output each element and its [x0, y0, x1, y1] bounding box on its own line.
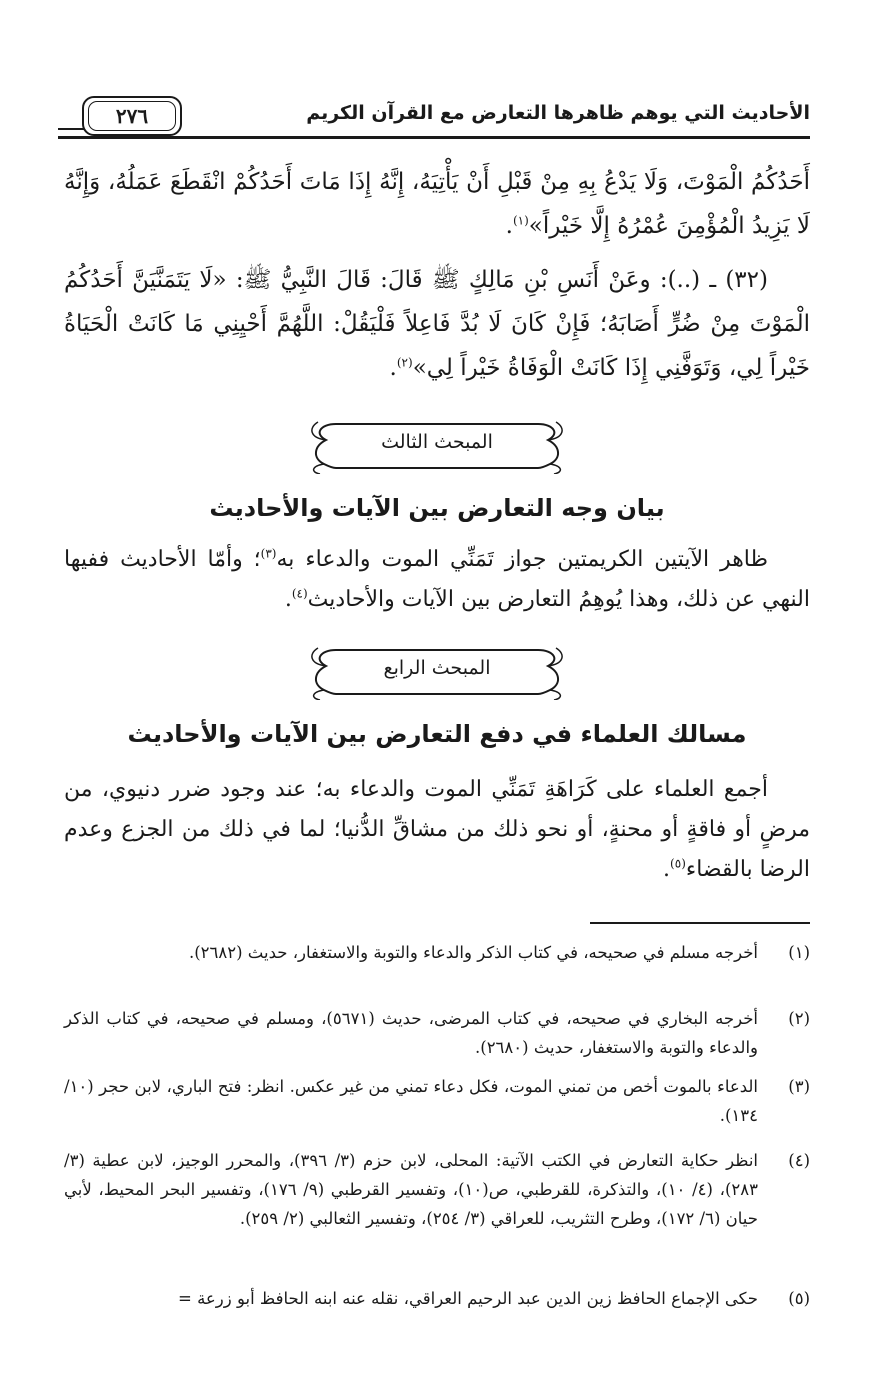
footnote-4: [64, 1146, 810, 1233]
footnote-ref-3: (٣): [260, 546, 277, 561]
section-3-text-b: ؛ وأمّا الأحاديث ففيها النهي عن ذلك، وهذا يُوهِمُ التعارض بين الآيات والأحاديث: [64, 547, 810, 612]
hadith-32-text: (٣٢) ـ (..): وعَنْ أَنَسِ بْنِ مَالِكٍ ﷺ قَالَ: قَالَ النَّبِيُّ ﷺ: «لَا يَتَمَنَّيَنَّ أَحَدُكُمُ الْمَوْتَ مِنْ ضُرٍّ أَصَابَهُ؛ فَإِنْ كَانَ لَا بُدَّ فَاعِلاً فَلْيَقُلْ: اللَّهُمَّ أَحْيِنِي مَا كَانَتْ الْحَيَاةُ خَيْراً لِي، وَتَوَفَّنِي إِذَا كَانَتْ الْوَفَاةُ خَيْراً لِي»: [64, 267, 810, 381]
section-3-heading: بيان وجه التعارض بين الآيات والأحاديث: [209, 494, 665, 522]
hadith-32: (٣٢) ـ (..): وعَنْ أَنَسِ بْنِ مَالِكٍ ﷺ قَالَ: قَالَ النَّبِيُّ ﷺ: «لَا يَتَمَنَّيَنَّ أَحَدُكُمُ الْمَوْتَ مِنْ ضُرٍّ أَصَابَهُ؛ فَإِنْ كَانَ لَا بُدَّ فَاعِلاً فَلْيَقُلْ: اللَّهُمَّ أَحْيِنِي مَا كَانَتْ الْحَيَاةُ خَيْراً لِي، وَتَوَفَّنِي إِذَا كَانَتْ الْوَفَاةُ خَيْراً لِي»$^{(٢)}$.: [64, 267, 810, 381]
section-3-text-a: ظاهر الآيتين الكريمتين جواز تَمَنِّي الموت والدعاء به: [276, 547, 769, 572]
running-title: الأحاديث التي يوهم ظاهرها التعارض مع القرآن الكريم: [306, 102, 810, 124]
banner-label-3: المبحث الثالث: [381, 431, 493, 453]
banner-label-4: المبحث الرابع: [383, 657, 491, 679]
running-header: [58, 96, 810, 142]
header-rule: [58, 136, 810, 139]
footnote-5-text: حكى الإجماع الحافظ زين الدين عبد الرحيم العراقي، نقله عنه ابنه الحافظ أبو زرعة =: [178, 1289, 758, 1308]
footnote-rule: [590, 922, 810, 924]
footnote-3-text: الدعاء بالموت أخص من تمني الموت، فكل دعاء تمني من غير عكس. انظر: فتح الباري، لابن حجر (١٠/ ١٣٤).: [64, 1077, 758, 1125]
section-4-paragraph: أجمع العلماء على كَرَاهَةِ تَمَنِّي الموت والدعاء به؛ عند وجود ضرر دنيوي، من مرضٍ أو فاقةٍ أو محنةٍ، أو نحو ذلك من مشاقِّ الدُّنيا؛ لما في ذلك من الجزع وعدم الرضا بالقضاء$^{(٥)}$.: [64, 777, 810, 882]
footnote-3: [64, 1072, 810, 1130]
footnote-1-number: (١): [788, 943, 810, 962]
footnote-5: [64, 1284, 810, 1313]
footnote-ref-2: (٢): [396, 355, 413, 370]
hadith-continuation-text: أَحَدُكُمُ الْمَوْتَ، وَلَا يَدْعُ بِهِ مِنْ قَبْلِ أَنْ يَأْتِيَهُ، إِنَّهُ إِذَا مَاتَ أَحَدُكُمْ انْقَطَعَ عَمَلُهُ، وَإِنَّهُ لَا يَزِيدُ الْمُؤْمِنَ عُمْرُهُ إِلَّا خَيْراً»: [64, 169, 810, 239]
hadith-continuation: أَحَدُكُمُ الْمَوْتَ، وَلَا يَدْعُ بِهِ مِنْ قَبْلِ أَنْ يَأْتِيَهُ، إِنَّهُ إِذَا مَاتَ أَحَدُكُمْ انْقَطَعَ عَمَلُهُ، وَإِنَّهُ لَا يَزِيدُ الْمُؤْمِنَ عُمْرُهُ إِلَّا خَيْراً»$^{(١)}$.: [64, 169, 810, 239]
page-number: ٢٧٦: [82, 96, 182, 136]
footnote-ref-1: (١): [512, 213, 529, 228]
footnote-4-number: (٤): [788, 1151, 810, 1170]
section-banner-4: [306, 644, 568, 700]
section-4-text: أجمع العلماء على كَرَاهَةِ تَمَنِّي الموت والدعاء به؛ عند وجود ضرر دنيوي، من مرضٍ أو فاقةٍ أو محنةٍ، أو نحو ذلك من مشاقِّ الدُّنيا؛ لما في ذلك من الجزع وعدم الرضا بالقضاء: [64, 777, 810, 882]
footnote-2-number: (٢): [788, 1009, 810, 1028]
footnote-1-text: أخرجه مسلم في صحيحه، في كتاب الذكر والدعاء والتوبة والاستغفار، حديث (٢٦٨٢).: [188, 943, 758, 962]
footnote-1: [64, 938, 810, 967]
section-4-heading: مسالك العلماء في دفع التعارض بين الآيات والأحاديث: [127, 720, 747, 748]
footnote-5-number: (٥): [788, 1289, 810, 1308]
footnote-ref-4: (٤): [291, 586, 308, 601]
section-banner-3: [306, 418, 568, 474]
footnote-4-text: انظر حكاية التعارض في الكتب الآتية: المحلى، لابن حزم (٣/ ٣٩٦)، والمحرر الوجيز، لابن عطية (٣/ ٢٨٣)، (٤/ ١٠)، والتذكرة، للقرطبي، ص(١٠)، وتفسير القرطبي (٩/ ١٧٦)، وتفسير البحر المحيط، لأبي حيان (٦/ ١٧٢)، وطرح التثريب، للعراقي (٣/ ٢٥٤)، وتفسير الثعالبي (٢/ ٢٥٩).: [64, 1151, 758, 1228]
section-3-paragraph: ظاهر الآيتين الكريمتين جواز تَمَنِّي الموت والدعاء به$^{(٣)}$؛ وأمّا الأحاديث ففيها النهي عن ذلك، وهذا يُوهِمُ التعارض بين الآيات والأحاديث$^{(٤)}$.: [64, 546, 810, 612]
footnote-2-text: أخرجه البخاري في صحيحه، في كتاب المرضى، حديث (٥٦٧١)، ومسلم في صحيحه، في كتاب الذكر والدعاء والتوبة والاستغفار، حديث (٢٦٨٠).: [64, 1009, 758, 1057]
footnote-2: [64, 1004, 810, 1062]
footnote-ref-5: (٥): [670, 856, 686, 871]
footnote-3-number: (٣): [788, 1077, 810, 1096]
